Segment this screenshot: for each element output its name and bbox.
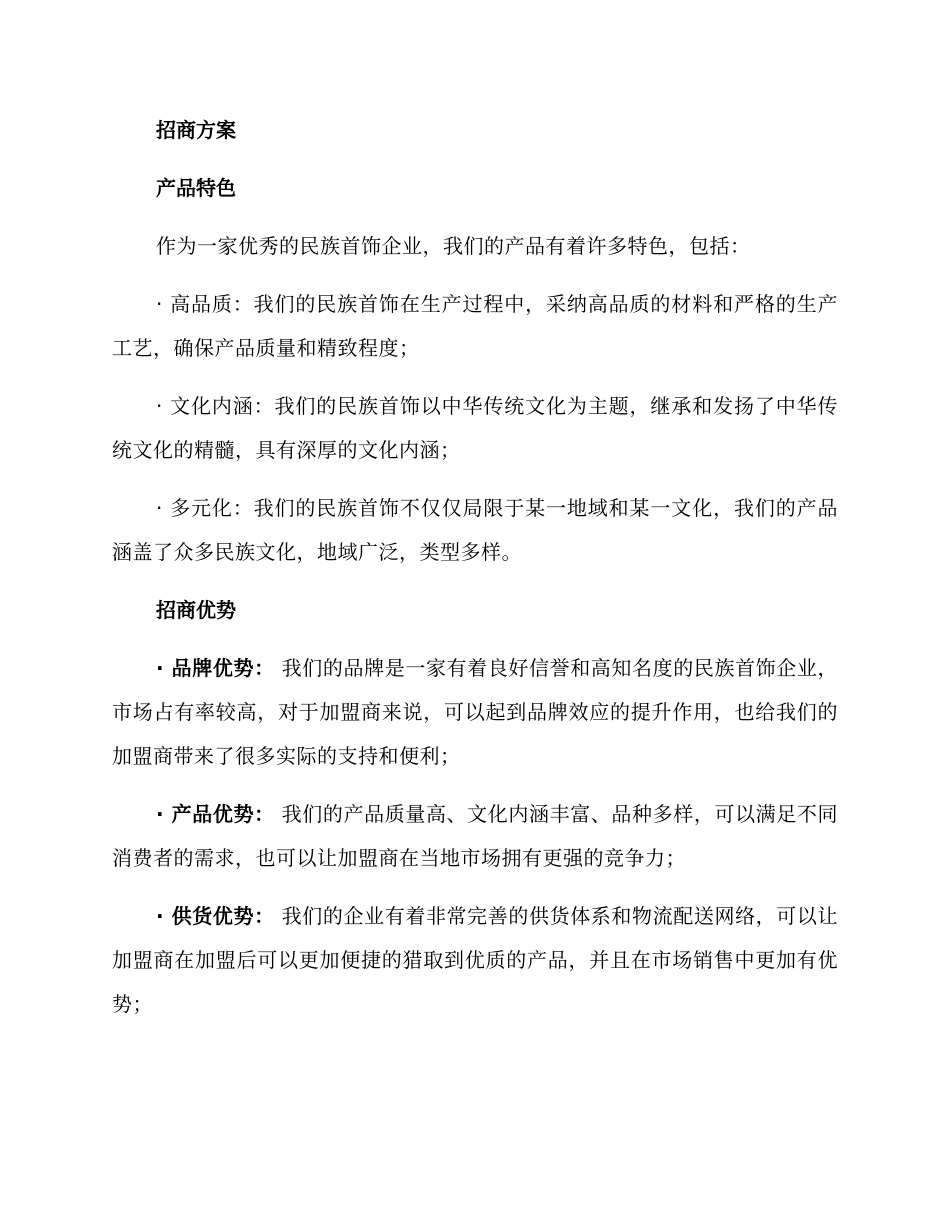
advantage-text-product: 我们的产品质量高、文化内涵丰富、品种多样，可以满足不同消费者的需求，也可以让加盟商在当地市场拥有更强的竞争力； <box>112 802 839 870</box>
feature-item-diversity: · 多元化：我们的民族首饰不仅仅局限于某一地域和某一文化，我们的产品涵盖了众多民族文化，地域广泛，类型多样。 <box>112 496 838 564</box>
advantage-item-supply <box>112 894 838 1026</box>
advantage-text-brand: 我们的品牌是一家有着良好信誉和高知名度的民族首饰企业，市场占有率较高，对于加盟商来说，可以起到品牌效应的提升作用，也给我们的加盟商带来了很多实际的支持和便利； <box>112 656 839 768</box>
advantage-item-product <box>112 792 838 880</box>
feature-item-culture: · 文化内涵：我们的民族首饰以中华传统文化为主题，继承和发扬了中华传统文化的精髓，具有深厚的文化内涵； <box>112 394 838 462</box>
advantage-label-product: · 产品优势： <box>156 802 275 826</box>
section-intro: 作为一家优秀的民族首饰企业，我们的产品有着许多特色，包括： <box>156 234 751 258</box>
section-heading-advantages: 招商优势 <box>156 598 236 622</box>
advantage-label-brand: · 品牌优势： <box>156 656 275 680</box>
advantage-item-brand <box>112 646 838 778</box>
advantage-text-supply: 我们的企业有着非常完善的供货体系和物流配送网络，可以让加盟商在加盟后可以更加便捷的猎取到优质的产品，并且在市场销售中更加有优势； <box>112 904 839 1016</box>
document-title: 招商方案 <box>156 118 236 142</box>
section-heading-product-features: 产品特色 <box>156 176 236 200</box>
advantage-label-supply: · 供货优势： <box>156 904 275 928</box>
feature-item-quality: · 高品质：我们的民族首饰在生产过程中，采纳高品质的材料和严格的生产工艺，确保产品质量和精致程度； <box>112 292 838 360</box>
